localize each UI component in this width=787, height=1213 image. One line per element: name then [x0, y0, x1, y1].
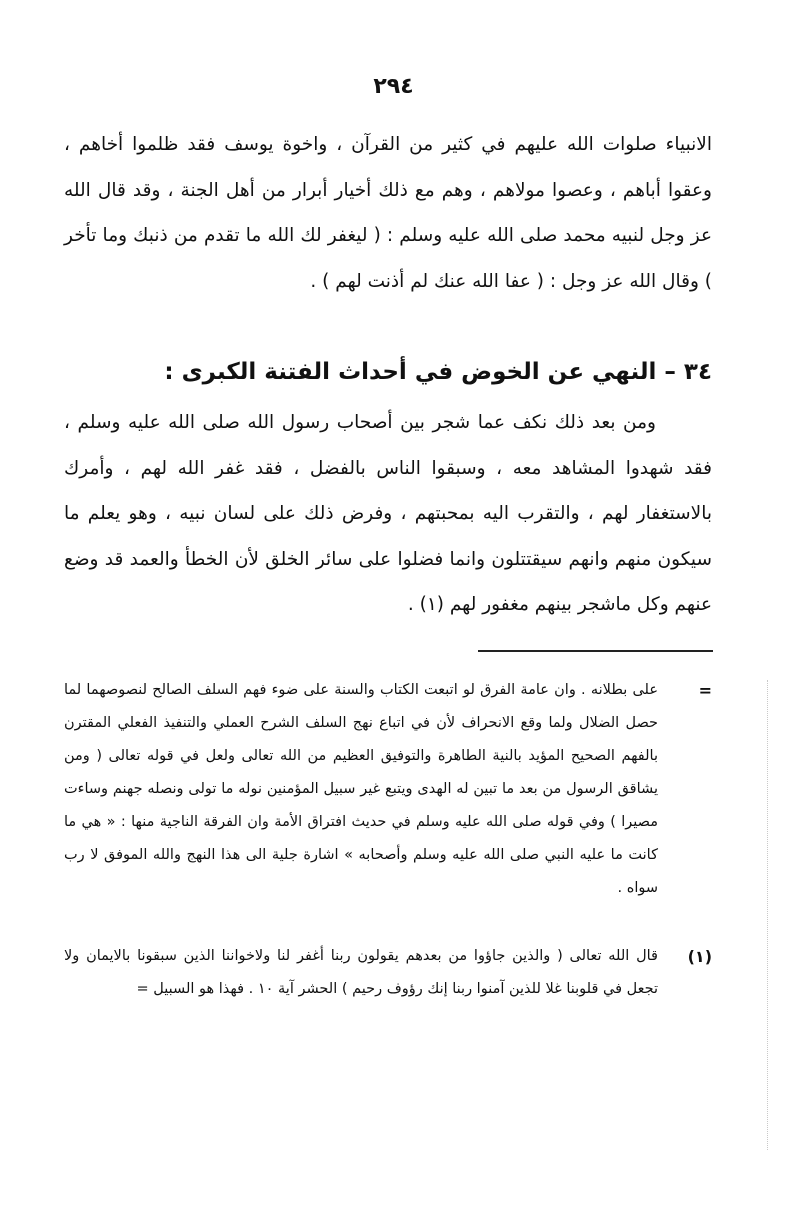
- footnote-continuation: [64, 674, 712, 905]
- footnote-continuation-marker: =: [698, 681, 712, 700]
- footnote-1-marker: (١): [687, 947, 712, 966]
- footnote-1-text: قال الله تعالى ( والذين جاؤوا من بعدهم يقولون ربنا أغفر لنا ولاخواننا الذين سبقونا بالايمان ولا تجعل في قلوبنا غلا للذين آمنوا ربنا إنك رؤوف رحيم ) الحشر آية ١٠ . فهذا هو السبيل =: [64, 948, 658, 997]
- body-paragraph-2: [64, 400, 712, 628]
- paragraph-text: ومن بعد ذلك نكف عما شجر بين أصحاب رسول الله صلى الله عليه وسلم ، فقد شهدوا المشاهد معه ، وسبقوا الناس بالفضل ، فقد غفر الله لهم ، وأمرك بالاستغفار لهم ، والتقرب اليه بمحبتهم ، وفرض ذلك على لسان نبيه ، وهو يعلم ما سيكون منهم وانهم سيقتتلون وانما فضلوا على سائر الخلق لأن الخطأ والعمد قد وضع عنهم وكل ماشجر بينهم مغفور لهم (١) .: [64, 412, 712, 615]
- paragraph-text: الانبياء صلوات الله عليهم في كثير من القرآن ، واخوة يوسف فقد ظلموا أخاهم ، وعقوا أباهم ، وعصوا مولاهم ، وهم مع ذلك أخيار أبرار من أهل الجنة ، وقد قال الله عز وجل لنبيه محمد صلى الله عليه وسلم : ( ليغفر لك الله ما تقدم من ذنبك وما تأخر ) وقال الله عز وجل : ( عفا الله عنك لم أذنت لهم ) .: [64, 134, 712, 292]
- scan-margin-dots: [767, 680, 770, 1150]
- page-number: ٢٩٤: [373, 74, 414, 99]
- footnote-1: [64, 940, 712, 1006]
- footnote-separator: [478, 650, 713, 652]
- footnote-continuation-text: على بطلانه . وان عامة الفرق لو اتبعت الكتاب والسنة على ضوء فهم السلف الصالح لنصوصهما لما حصل الضلال ولما وقع الانحراف لأن في اتباع نهج السلف الشرح العملي والتنفيذ الفعلي المقترن بالفهم الصحيح المؤيد بالنية الطاهرة والتوفيق العظيم من الله تعالى ولعل في قوله تعالى ( ومن يشاقق الرسول من بعد ما تبين له الهدى ويتبع غير سبيل المؤمنين نوله ما تولى ونصله جهنم وساءت مصيرا ) وفي قوله صلى الله عليه وسلم في حديث افتراق الأمة وان الفرقة الناجية منها : « هي ما كانت ما عليه النبي صلى الله عليه وسلم وأصحابه » اشارة جلية الى هذا النهج والله الموفق لا رب سواه .: [64, 682, 658, 896]
- section-heading: ٣٤ – النهي عن الخوض في أحداث الفتنة الكبرى :: [164, 359, 712, 385]
- body-paragraph-1: [64, 122, 712, 304]
